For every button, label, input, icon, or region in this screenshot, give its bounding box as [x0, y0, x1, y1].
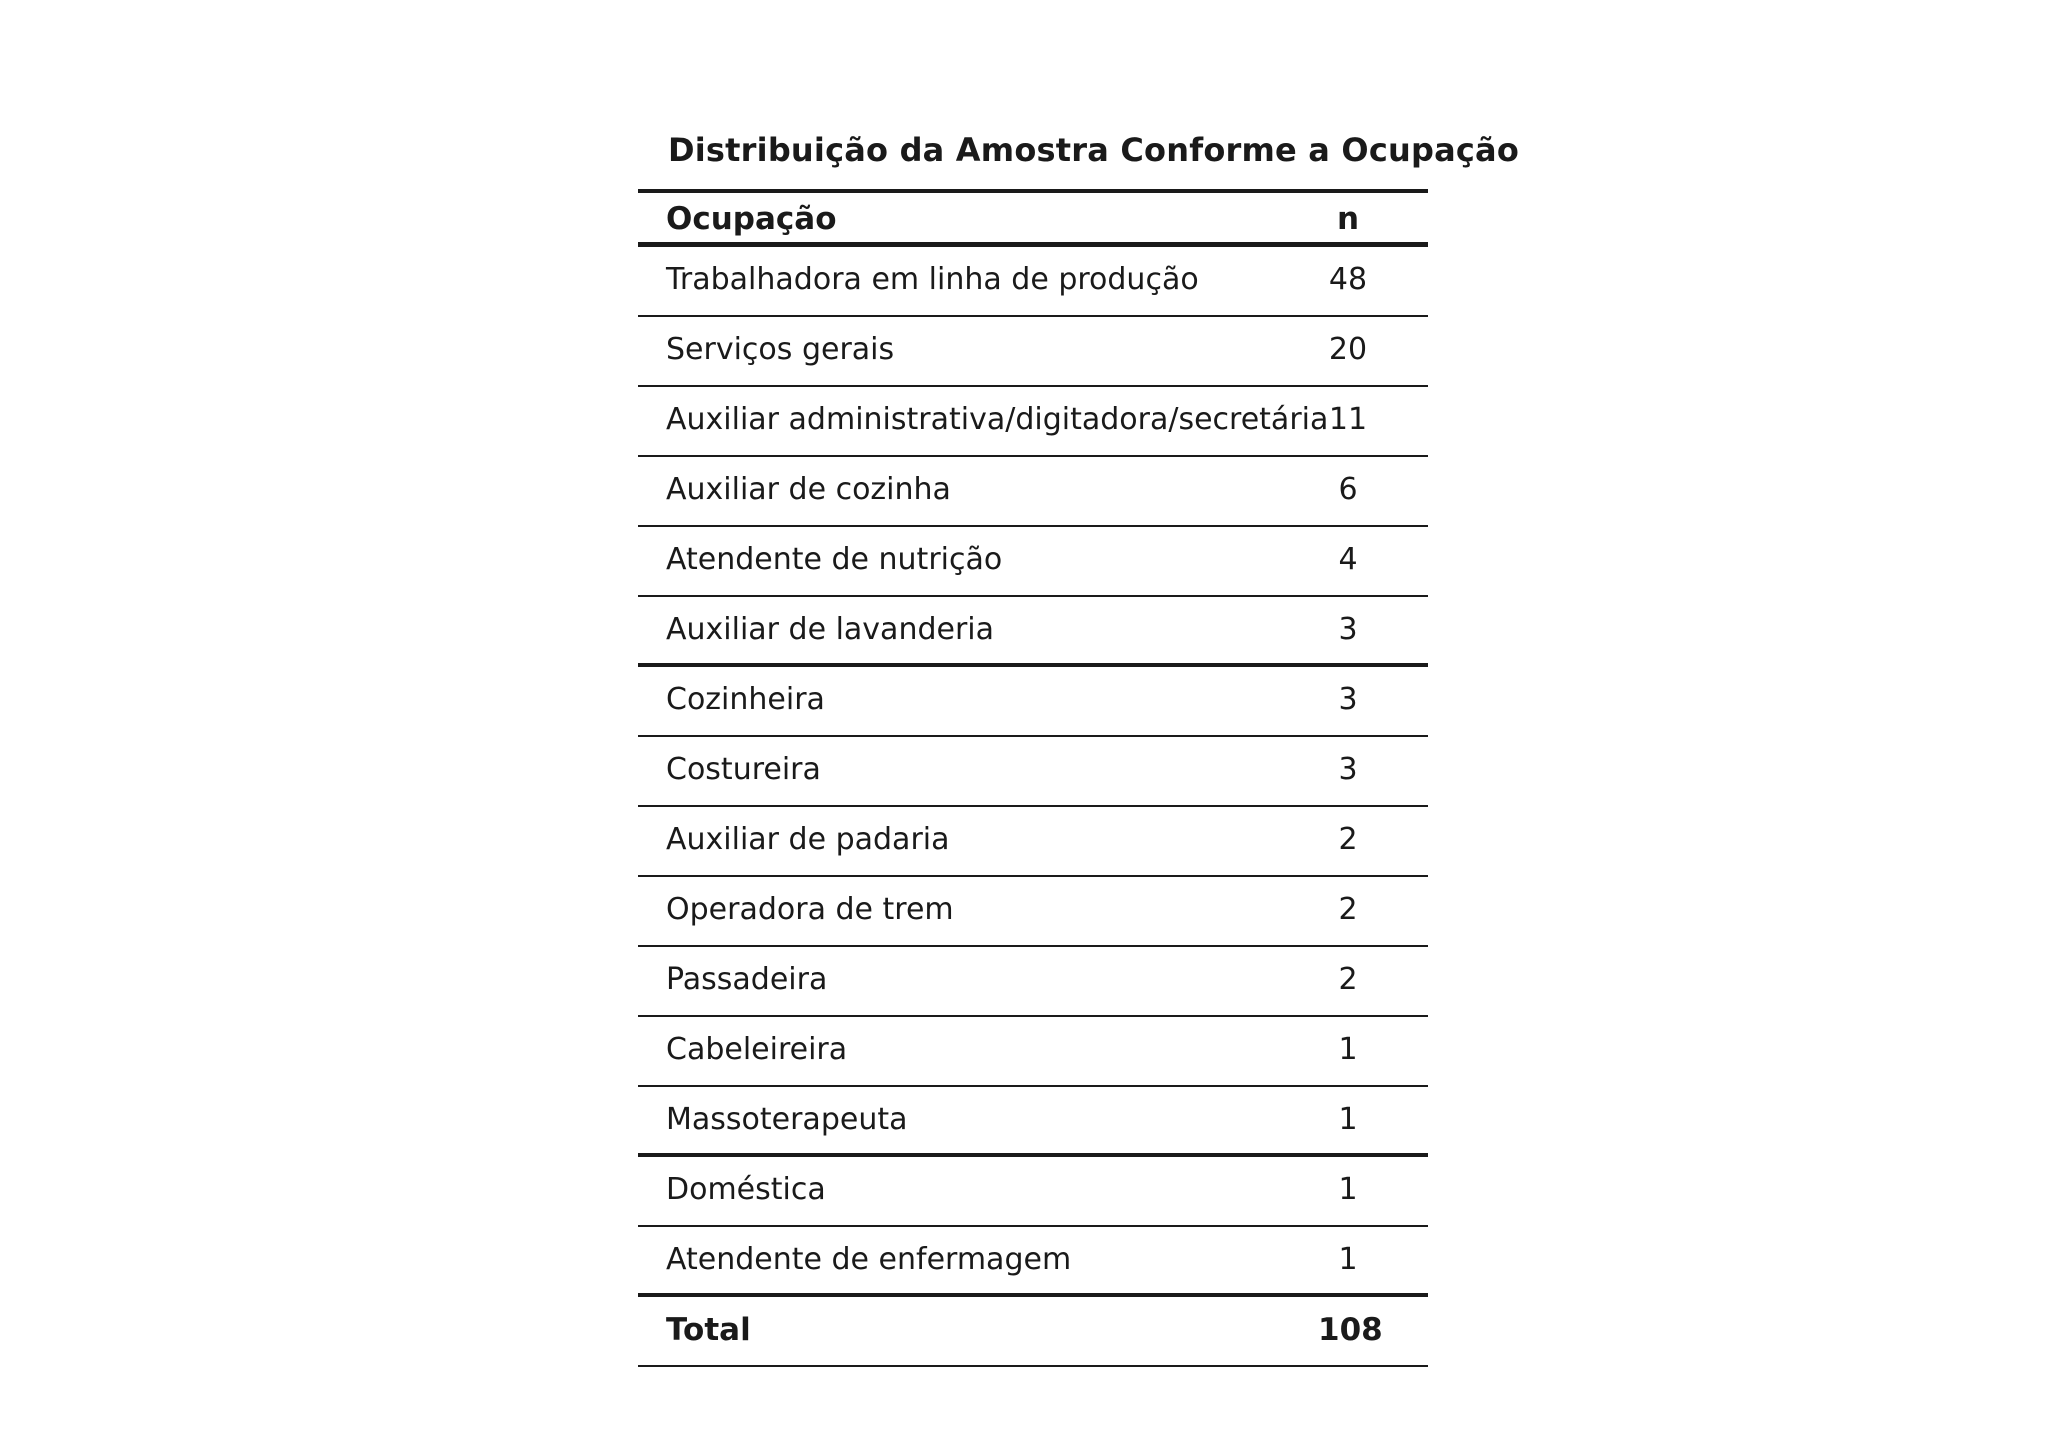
occupation-cell: Cozinheira — [666, 682, 825, 717]
count-cell: 48 — [1328, 262, 1368, 297]
occupation-cell: Passadeira — [666, 962, 828, 997]
occupation-cell: Trabalhadora em linha de produção — [666, 262, 1199, 297]
table-row — [638, 387, 1428, 457]
table-header-row — [638, 189, 1428, 247]
table-row — [638, 317, 1428, 387]
table-body — [638, 247, 1428, 1367]
count-cell: 1 — [1338, 1242, 1358, 1277]
count-cell: 11 — [1328, 402, 1368, 437]
table-row — [638, 1087, 1428, 1157]
table-row — [638, 807, 1428, 877]
count-cell: 1 — [1338, 1102, 1358, 1137]
total-label: Total — [666, 1312, 751, 1348]
count-cell: 2 — [1338, 892, 1358, 927]
occupation-cell: Auxiliar de cozinha — [666, 472, 951, 507]
count-cell: 1 — [1338, 1172, 1358, 1207]
occupation-cell: Massoterapeuta — [666, 1102, 908, 1137]
count-cell: 20 — [1328, 332, 1368, 367]
occupation-table — [638, 189, 1428, 1367]
occupation-cell: Cabeleireira — [666, 1032, 848, 1067]
occupation-cell: Auxiliar administrativa/digitadora/secretária — [666, 402, 1329, 437]
table-row — [638, 247, 1428, 317]
header-n: n — [1336, 201, 1360, 237]
table-row — [638, 947, 1428, 1017]
occupation-cell: Atendente de enfermagem — [666, 1242, 1072, 1277]
count-cell: 3 — [1338, 752, 1358, 787]
table-row — [638, 1157, 1428, 1227]
table-row — [638, 457, 1428, 527]
table-row — [638, 667, 1428, 737]
count-cell: 6 — [1338, 472, 1358, 507]
count-cell: 1 — [1338, 1032, 1358, 1067]
occupation-cell: Auxiliar de padaria — [666, 822, 950, 857]
count-cell: 3 — [1338, 682, 1358, 717]
count-cell: 3 — [1338, 612, 1358, 647]
occupation-cell: Auxiliar de lavanderia — [666, 612, 995, 647]
occupation-cell: Operadora de trem — [666, 892, 954, 927]
table-row — [638, 737, 1428, 807]
occupation-cell: Doméstica — [666, 1172, 826, 1207]
occupation-cell: Serviços gerais — [666, 332, 895, 367]
count-cell: 4 — [1338, 542, 1358, 577]
table-row — [638, 597, 1428, 667]
table-row — [638, 1227, 1428, 1297]
table-total-row — [638, 1297, 1428, 1367]
count-cell: 2 — [1338, 962, 1358, 997]
table-title: Distribuição da Amostra Conforme a Ocupação — [668, 131, 1520, 169]
occupation-cell: Costureira — [666, 752, 821, 787]
header-occupation: Ocupação — [666, 201, 837, 237]
table-row — [638, 1017, 1428, 1087]
occupation-cell: Atendente de nutrição — [666, 542, 1003, 577]
table-row — [638, 527, 1428, 597]
count-cell: 2 — [1338, 822, 1358, 857]
table-row — [638, 877, 1428, 947]
total-value: 108 — [1318, 1312, 1383, 1348]
